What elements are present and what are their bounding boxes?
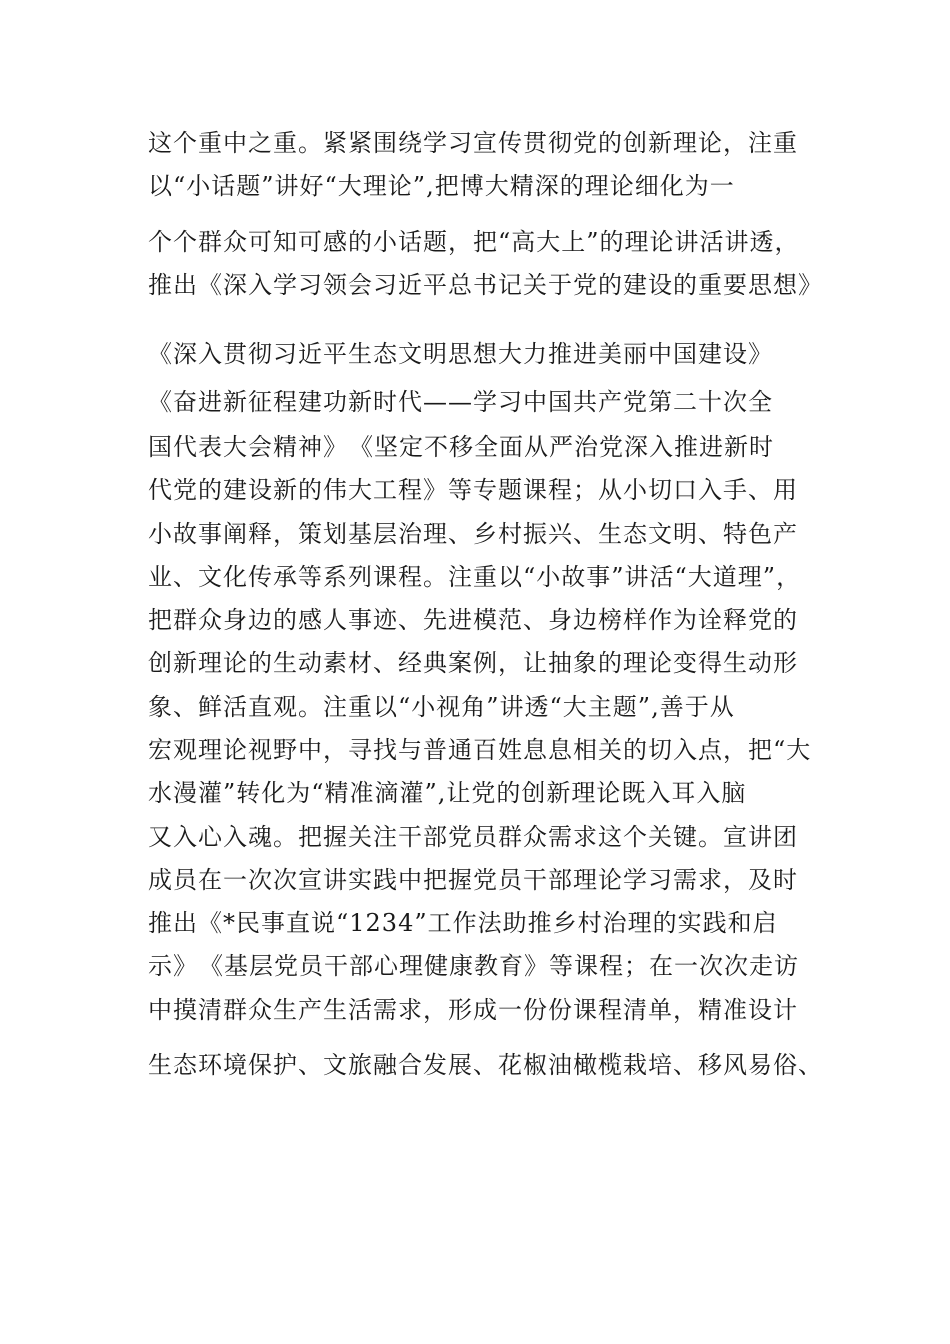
text-line: 宏观理论视野中，寻找与普通百姓息息相关的切入点，把“大 xyxy=(148,736,812,764)
text-line: 中摸清群众生产生活需求，形成一份份课程清单，精准设计 xyxy=(148,996,798,1024)
text-line: 成员在一次次宣讲实践中把握党员干部理论学习需求，及时 xyxy=(148,866,798,894)
text-line: 水漫灌”转化为“精准滴灌”,让党的创新理论既入耳入脑 xyxy=(148,779,747,807)
text-line: 《深入贯彻习近平生态文明思想大力推进美丽中国建设》 xyxy=(148,340,773,368)
text-line: 国代表大会精神》 《坚定不移全面从严治党深入推进新时 xyxy=(148,433,774,461)
text-line: 推出《深入学习领会习近平总书记关于党的建设的重要思想》 xyxy=(148,271,823,299)
text-line: 创新理论的生动素材、经典案例，让抽象的理论变得生动形 xyxy=(148,649,798,677)
text-line: 《奋进新征程建功新时代——学习中国共产党第二十次全 xyxy=(148,388,773,416)
text-line: 业、文化传承等系列课程。注重以“小故事”讲活“大道理”， xyxy=(148,563,802,591)
text-line: 这个重中之重。紧紧围绕学习宣传贯彻党的创新理论，注重 xyxy=(148,129,798,157)
text-line: 小故事阐释，策划基层治理、乡村振兴、生态文明、特色产 xyxy=(148,520,798,548)
text-line: 又入心入魂。把握关注干部党员群众需求这个关键。宣讲团 xyxy=(148,823,798,851)
text-line: 代党的建设新的伟大工程》等专题课程；从小切口入手、用 xyxy=(148,476,798,504)
text-line: 以“小话题”讲好“大理论”,把博大精深的理论细化为一 xyxy=(148,172,735,200)
text-line: 推出《*民事直说“1234”工作法助推乡村治理的实践和启 xyxy=(148,909,778,937)
text-line: 象、鲜活直观。注重以“小视角”讲透“大主题”,善于从 xyxy=(148,693,735,721)
text-line: 个个群众可知可感的小话题，把“高大上”的理论讲活讲透， xyxy=(148,228,800,256)
text-line: 示》 《基层党员干部心理健康教育》等课程；在一次次走访 xyxy=(148,952,799,980)
text-line: 把群众身边的感人事迹、先进模范、身边榜样作为诠释党的 xyxy=(148,606,798,634)
text-line: 生态环境保护、文旅融合发展、花椒油橄榄栽培、移风易俗、 xyxy=(148,1051,823,1079)
